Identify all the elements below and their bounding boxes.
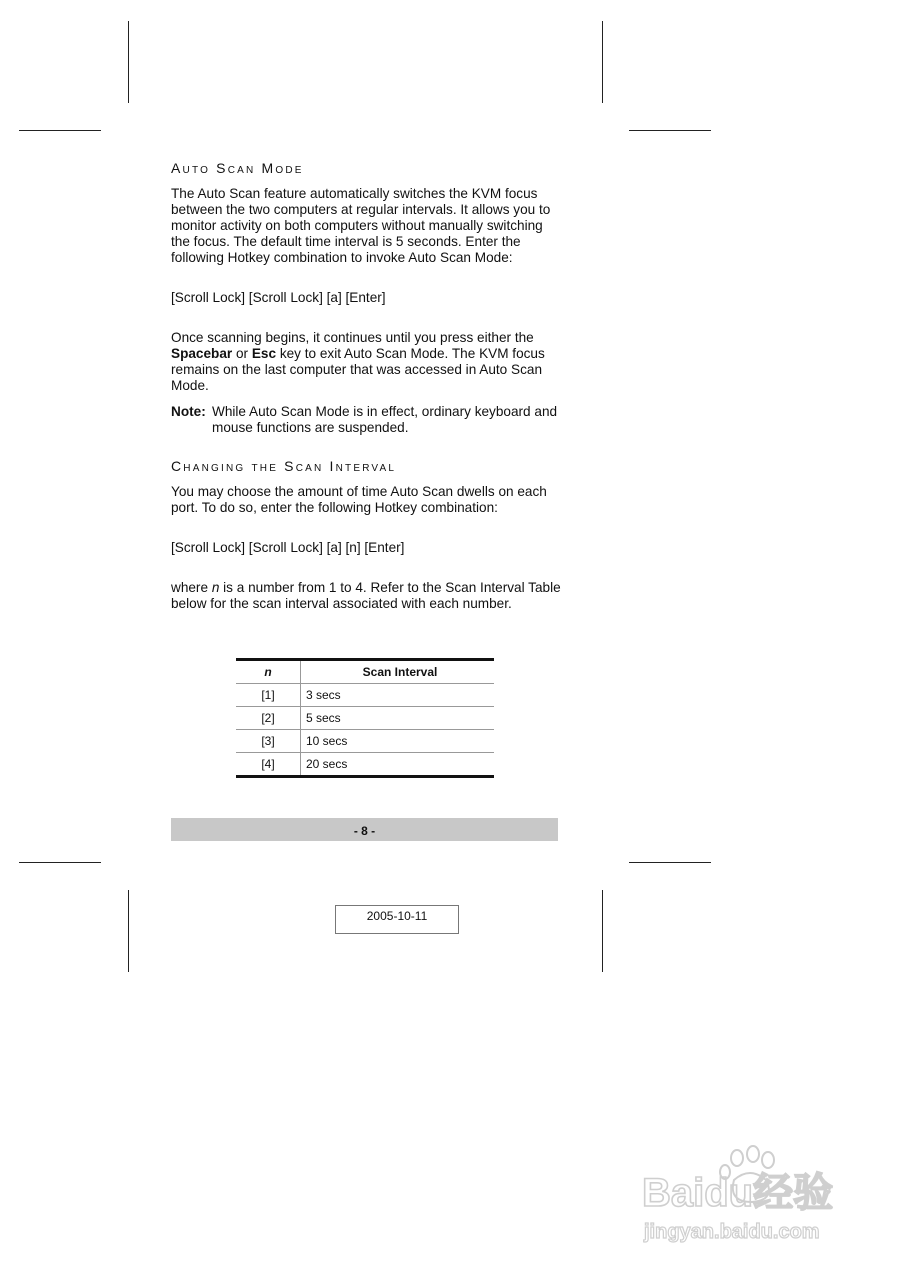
watermark-brand: Baidu经验 [642, 1171, 834, 1215]
table-cell-interval: 20 secs [301, 753, 495, 777]
table-cell-n: [3] [236, 730, 301, 753]
page-content [171, 160, 561, 612]
crop-mark [128, 21, 129, 103]
table-row [236, 684, 494, 707]
crop-mark [128, 890, 129, 972]
column-header-n: n [236, 660, 301, 684]
watermark-url: jingyan.baidu.com [644, 1221, 820, 1243]
scan-interval-hotkey: [Scroll Lock] [Scroll Lock] [a] [n] [Enter] [171, 540, 405, 555]
table-cell-interval: 5 secs [301, 707, 495, 730]
note [171, 404, 561, 436]
table-header-row [236, 660, 494, 684]
crop-mark [629, 862, 711, 863]
scan-interval-explanation: where n is a number from 1 to 4. Refer to the Scan Interval Table below for the scan interval associated with each number. [171, 580, 561, 611]
table-row [236, 753, 494, 777]
table-cell-n: [2] [236, 707, 301, 730]
crop-mark [19, 130, 101, 131]
section-heading-auto-scan: Auto Scan Mode [171, 160, 304, 176]
esc-key: Esc [251, 346, 277, 361]
table-cell-interval: 3 secs [301, 684, 495, 707]
print-date: 2005-10-11 [366, 909, 428, 923]
auto-scan-hotkey: [Scroll Lock] [Scroll Lock] [a] [Enter] [171, 290, 386, 305]
note-label: Note: [171, 404, 206, 419]
page-number: - 8 - [353, 824, 376, 838]
section-heading-scan-interval: Changing the Scan Interval [171, 458, 397, 474]
page-number-bar [171, 818, 558, 841]
crop-mark [602, 21, 603, 103]
crop-mark [602, 890, 603, 972]
crop-mark [629, 130, 711, 131]
note-text: While Auto Scan Mode is in effect, ordinary keyboard and mouse functions are suspended. [212, 404, 558, 435]
spacebar-key: Spacebar [171, 346, 233, 361]
scan-interval-table [236, 658, 494, 778]
date-box [335, 905, 459, 934]
baidu-jingyan-watermark [642, 1140, 852, 1250]
scan-interval-description: You may choose the amount of time Auto Scan dwells on each port. To do so, enter the following Hotkey combination: [171, 484, 547, 515]
auto-scan-description: The Auto Scan feature automatically switches the KVM focus between the two computers at regular intervals. It allows you to monitor activity on both computers without manually switching the focus. The default time interval is 5 seconds. Enter the following Hotkey combination to invoke Auto Scan Mode: [171, 186, 551, 265]
table-row [236, 707, 494, 730]
table-cell-n: [4] [236, 753, 301, 777]
column-header-scan-interval: Scan Interval [301, 660, 495, 684]
table-cell-n: [1] [236, 684, 301, 707]
crop-mark [19, 862, 101, 863]
auto-scan-exit-text: Once scanning begins, it continues until you press either the Spacebar or Esc key to exit Auto Scan Mode. The KVM focus remains on the last computer that was accessed in Auto Scan Mode. [171, 330, 545, 393]
table-row [236, 730, 494, 753]
variable-n: n [211, 580, 220, 595]
table-cell-interval: 10 secs [301, 730, 495, 753]
